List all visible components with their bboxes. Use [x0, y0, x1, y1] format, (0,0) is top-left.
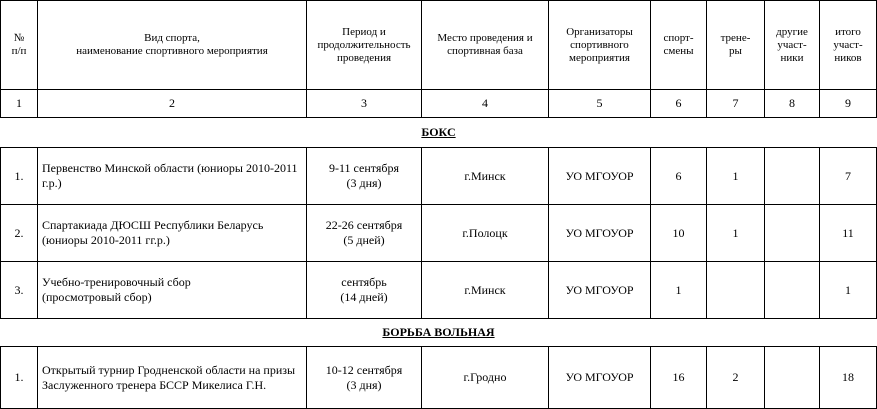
- total-count: 7: [820, 148, 877, 205]
- event-period: сентябрь (14 дней): [307, 262, 422, 319]
- header-others: другие участ- ники: [765, 1, 820, 90]
- event-place: г.Гродно: [422, 347, 549, 409]
- event-name: Спартакиада ДЮСШ Республики Беларусь (юниоры 2010-2011 гг.р.): [38, 205, 307, 262]
- total-count: 1: [820, 262, 877, 319]
- event-place: г.Полоцк: [422, 205, 549, 262]
- header-athletes: спорт- смены: [651, 1, 707, 90]
- event-organizer: УО МГОУОР: [549, 205, 651, 262]
- athletes-count: 6: [651, 148, 707, 205]
- others-count: [765, 262, 820, 319]
- header-total: итого участ- ников: [820, 1, 877, 90]
- header-period: Период и продолжительность проведения: [307, 1, 422, 90]
- column-number: 6: [651, 90, 707, 118]
- section-row: [1, 118, 877, 148]
- athletes-count: 16: [651, 347, 707, 409]
- header-sport: Вид спорта, наименование спортивного мероприятия: [38, 1, 307, 90]
- event-organizer: УО МГОУОР: [549, 347, 651, 409]
- event-name: Первенство Минской области (юниоры 2010-2011 г.р.): [38, 148, 307, 205]
- event-organizer: УО МГОУОР: [549, 262, 651, 319]
- table-row: [1, 347, 877, 409]
- column-number: 1: [1, 90, 38, 118]
- column-number: 9: [820, 90, 877, 118]
- column-number-row: [1, 90, 877, 118]
- row-num: 3.: [1, 262, 38, 319]
- column-number: 2: [38, 90, 307, 118]
- section-title: БОКС: [1, 118, 877, 148]
- athletes-count: 10: [651, 205, 707, 262]
- coaches-count: 1: [707, 205, 765, 262]
- others-count: [765, 205, 820, 262]
- header-coaches: трене- ры: [707, 1, 765, 90]
- event-place: г.Минск: [422, 148, 549, 205]
- athletes-count: 1: [651, 262, 707, 319]
- total-count: 18: [820, 347, 877, 409]
- event-name: Учебно-тренировочный сбор (просмотровый сбор): [38, 262, 307, 319]
- column-number: 3: [307, 90, 422, 118]
- header-num: № п/п: [1, 1, 38, 90]
- event-period: 22-26 сентября (5 дней): [307, 205, 422, 262]
- coaches-count: 2: [707, 347, 765, 409]
- row-num: 1.: [1, 347, 38, 409]
- section-row: [1, 319, 877, 347]
- header-organizers: Организаторы спортивного мероприятия: [549, 1, 651, 90]
- section-title: БОРЬБА ВОЛЬНАЯ: [1, 319, 877, 347]
- row-num: 2.: [1, 205, 38, 262]
- header-place: Место проведения и спортивная база: [422, 1, 549, 90]
- header-row: [1, 1, 877, 90]
- column-number: 7: [707, 90, 765, 118]
- row-num: 1.: [1, 148, 38, 205]
- event-period: 10-12 сентября (3 дня): [307, 347, 422, 409]
- column-number: 5: [549, 90, 651, 118]
- column-number: 8: [765, 90, 820, 118]
- others-count: [765, 347, 820, 409]
- table-row: [1, 205, 877, 262]
- event-name: Открытый турнир Гродненской области на призы Заслуженного тренера БССР Микелиса Г.Н.: [38, 347, 307, 409]
- column-number: 4: [422, 90, 549, 118]
- others-count: [765, 148, 820, 205]
- table-row: [1, 148, 877, 205]
- table-row: [1, 262, 877, 319]
- event-period: 9-11 сентября (3 дня): [307, 148, 422, 205]
- coaches-count: [707, 262, 765, 319]
- event-organizer: УО МГОУОР: [549, 148, 651, 205]
- event-place: г.Минск: [422, 262, 549, 319]
- coaches-count: 1: [707, 148, 765, 205]
- total-count: 11: [820, 205, 877, 262]
